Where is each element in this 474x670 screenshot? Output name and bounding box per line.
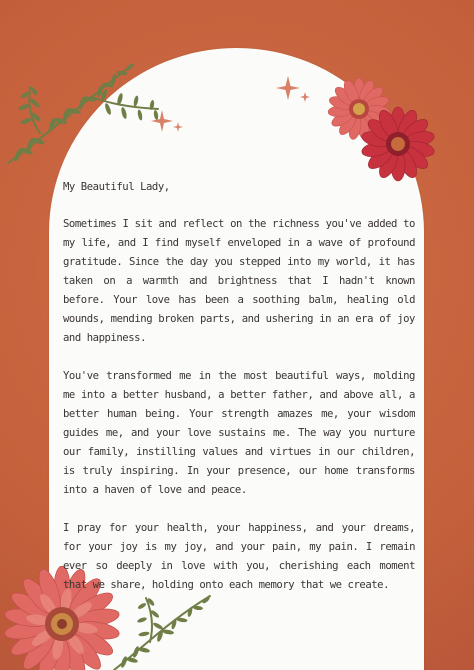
sparkle-top-right-icon <box>274 74 314 106</box>
letter-body <box>63 178 415 614</box>
letter-paragraph-2: You've transformed me in the most beautiful ways, molding me into a better husband, a better father, and above all, a better human being. Your strength amazes me, your wisdom guides me, and your love sustains me. The way you nurture our family, instilling values and virtues in our children, is truly inspiring. In your presence, our home transforms into a haven of love and peace. <box>63 370 415 496</box>
letter-greeting: My Beautiful Lady, <box>63 181 170 193</box>
sparkle-small-icon <box>150 108 186 138</box>
fern-top-left-icon <box>0 55 170 170</box>
flower-red-top-right-icon <box>358 104 438 184</box>
letter-paragraph-3: I pray for your health, your happiness, and your dreams, for your joy is my joy, and your pain, my pain. I remain ever so deeply in love with you, cherishing each moment that we share, holding onto each memory that we create. <box>63 522 415 591</box>
letter-paragraph-1: Sometimes I sit and reflect on the richness you've added to my life, and I find myself enveloped in a wave of profound gratitude. Since the day you stepped into my world, it has taken on a warmth and brightness that I hadn't known before. Your love has been a soothing balm, healing old wounds, mending broken parts, and ushering in an era of joy and happiness. <box>63 218 415 344</box>
